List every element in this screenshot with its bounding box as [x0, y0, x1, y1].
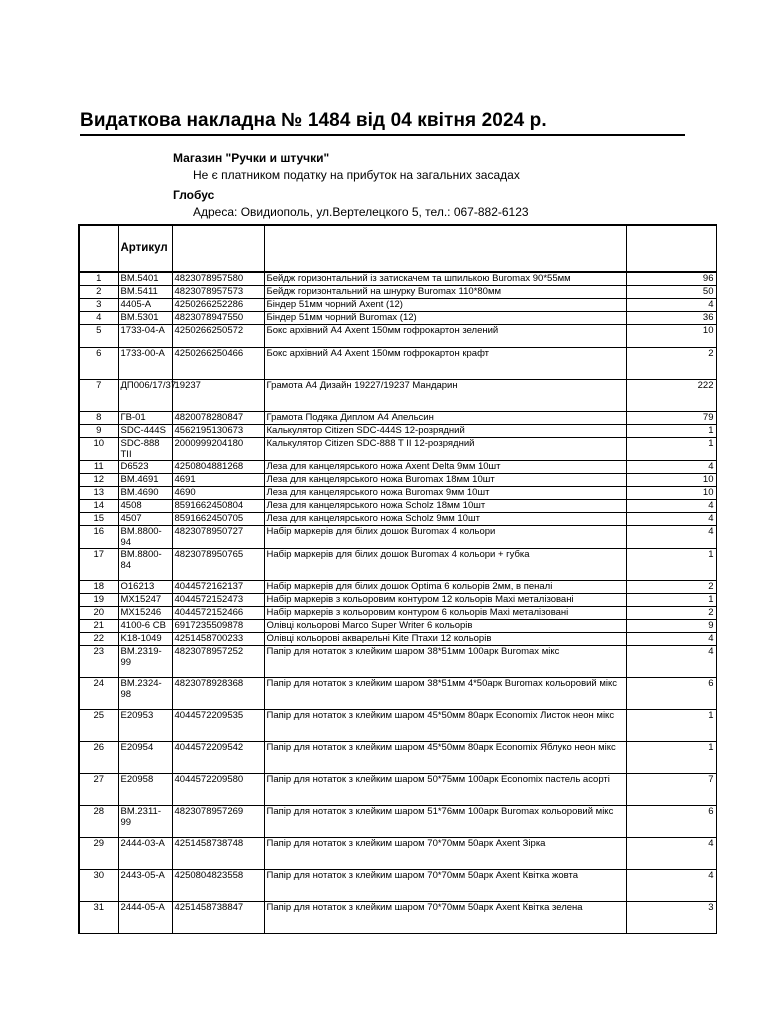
cell-barcode: 4044572152473 — [172, 594, 264, 607]
cell-product-name: Набір маркерів з кольоровим контуром 6 кольорів Maxi металізовані — [264, 607, 626, 620]
page-title: Видаткова накладна № 1484 від 04 квітня 2024 р. — [80, 110, 547, 131]
cell-product-name: Біндер 51мм чорний Axent (12) — [264, 299, 626, 312]
cell-article: MX15247 — [118, 594, 172, 607]
cell-row-number: 4 — [79, 312, 118, 325]
cell-article: 2444-05-A — [118, 902, 172, 934]
cell-quantity: 36 — [626, 312, 716, 325]
cell-product-name: Грамота А4 Дизайн 19227/19237 Мандарин — [264, 380, 626, 412]
table-row — [79, 838, 716, 870]
header-name — [264, 225, 626, 272]
table-row — [79, 678, 716, 710]
table-row — [79, 806, 716, 838]
cell-quantity: 1 — [626, 425, 716, 438]
table-row — [79, 526, 716, 549]
table-row — [79, 594, 716, 607]
cell-row-number: 8 — [79, 412, 118, 425]
buyer-name: Глобус — [173, 188, 215, 202]
cell-product-name: Леза для канцелярського ножа Buromax 9мм 10шт — [264, 487, 626, 500]
cell-quantity: 50 — [626, 286, 716, 299]
cell-article: BM.5401 — [118, 272, 172, 286]
table-row — [79, 438, 716, 461]
cell-quantity: 9 — [626, 620, 716, 633]
cell-barcode: 19237 — [172, 380, 264, 412]
cell-row-number: 1 — [79, 272, 118, 286]
table-row — [79, 620, 716, 633]
cell-barcode: 4823078957269 — [172, 806, 264, 838]
cell-barcode: 2000999204180 — [172, 438, 264, 461]
cell-quantity: 4 — [626, 633, 716, 646]
cell-article: 2444-03-A — [118, 838, 172, 870]
invoice-table — [78, 224, 717, 934]
cell-barcode: 4691 — [172, 474, 264, 487]
cell-article: 2443-05-A — [118, 870, 172, 902]
cell-article: BM.5411 — [118, 286, 172, 299]
cell-quantity: 4 — [626, 870, 716, 902]
cell-article: BM.5301 — [118, 312, 172, 325]
cell-quantity: 10 — [626, 325, 716, 348]
cell-product-name: Олівці кольорові Marco Super Writer 6 кольорів — [264, 620, 626, 633]
table-body — [79, 272, 716, 934]
cell-product-name: Папір для нотаток з клейким шаром 51*76мм 100арк Buromax кольоровий мікс — [264, 806, 626, 838]
cell-article: 4405-A — [118, 299, 172, 312]
table-row — [79, 461, 716, 474]
cell-article: O16213 — [118, 581, 172, 594]
cell-barcode: 4823078947550 — [172, 312, 264, 325]
table-row — [79, 549, 716, 581]
cell-product-name: Бокс архівний А4 Axent 150мм гофрокартон крафт — [264, 348, 626, 380]
cell-row-number: 2 — [79, 286, 118, 299]
cell-row-number: 9 — [79, 425, 118, 438]
cell-article: BM.4690 — [118, 487, 172, 500]
cell-article: MX15246 — [118, 607, 172, 620]
cell-product-name: Грамота Подяка Диплом А4 Апельсин — [264, 412, 626, 425]
cell-quantity: 6 — [626, 806, 716, 838]
table-row — [79, 513, 716, 526]
cell-product-name: Набір маркерів для білих дошок Buromax 4 кольори + губка — [264, 549, 626, 581]
cell-barcode: 4044572152466 — [172, 607, 264, 620]
cell-quantity: 1 — [626, 710, 716, 742]
cell-quantity: 1 — [626, 438, 716, 461]
table-row — [79, 646, 716, 678]
table-row — [79, 581, 716, 594]
table-row — [79, 774, 716, 806]
cell-row-number: 27 — [79, 774, 118, 806]
cell-barcode: 4823078957252 — [172, 646, 264, 678]
cell-row-number: 7 — [79, 380, 118, 412]
cell-row-number: 3 — [79, 299, 118, 312]
cell-article: 1733-04-A — [118, 325, 172, 348]
cell-barcode: 4251458700233 — [172, 633, 264, 646]
cell-product-name: Папір для нотаток з клейким шаром 38*51мм 100арк Buromax мікс — [264, 646, 626, 678]
table-row — [79, 500, 716, 513]
cell-row-number: 19 — [79, 594, 118, 607]
cell-quantity: 222 — [626, 380, 716, 412]
cell-quantity: 10 — [626, 487, 716, 500]
cell-barcode: 4820078280847 — [172, 412, 264, 425]
cell-row-number: 5 — [79, 325, 118, 348]
cell-barcode: 4823078928368 — [172, 678, 264, 710]
cell-quantity: 2 — [626, 607, 716, 620]
cell-product-name: Леза для канцелярського ножа Scholz 18мм 10шт — [264, 500, 626, 513]
cell-quantity: 1 — [626, 742, 716, 774]
cell-row-number: 17 — [79, 549, 118, 581]
cell-quantity: 10 — [626, 474, 716, 487]
cell-product-name: Набір маркерів для білих дошок Optima 6 кольорів 2мм, в пеналі — [264, 581, 626, 594]
cell-row-number: 6 — [79, 348, 118, 380]
table-row — [79, 272, 716, 286]
cell-row-number: 23 — [79, 646, 118, 678]
cell-quantity: 79 — [626, 412, 716, 425]
cell-quantity: 4 — [626, 646, 716, 678]
supplier-note: Не є платником податку на прибуток на загальних засадах — [193, 168, 520, 182]
cell-article: E20954 — [118, 742, 172, 774]
cell-product-name: Бейдж горизонтальний із затискачем та шпилькою Buromax 90*55мм — [264, 272, 626, 286]
cell-quantity: 4 — [626, 526, 716, 549]
cell-article: BM.8800-84 — [118, 549, 172, 581]
table-row — [79, 633, 716, 646]
table-header-row — [79, 225, 716, 272]
cell-barcode: 6917235509878 — [172, 620, 264, 633]
table-row — [79, 425, 716, 438]
table-row — [79, 742, 716, 774]
cell-article: BM.2319-99 — [118, 646, 172, 678]
table-row — [79, 412, 716, 425]
cell-row-number: 26 — [79, 742, 118, 774]
cell-product-name: Бокс архівний А4 Axent 150мм гофрокартон зелений — [264, 325, 626, 348]
cell-row-number: 25 — [79, 710, 118, 742]
cell-product-name: Набір маркерів з кольоровим контуром 12 кольорів Maxi металізовані — [264, 594, 626, 607]
cell-row-number: 14 — [79, 500, 118, 513]
buyer-address: Адреса: Овидиополь, ул.Вертелецкого 5, тел.: 067-882-6123 — [193, 205, 529, 219]
cell-row-number: 18 — [79, 581, 118, 594]
header-article: Артикул — [118, 225, 172, 272]
cell-quantity: 1 — [626, 594, 716, 607]
cell-barcode: 4044572209542 — [172, 742, 264, 774]
cell-article: E20953 — [118, 710, 172, 742]
cell-article: D6523 — [118, 461, 172, 474]
cell-article: BM.4691 — [118, 474, 172, 487]
cell-barcode: 4251458738847 — [172, 902, 264, 934]
cell-barcode: 4250266250466 — [172, 348, 264, 380]
title-divider — [80, 134, 685, 136]
table-row — [79, 902, 716, 934]
cell-quantity: 7 — [626, 774, 716, 806]
cell-barcode: 4823078950765 — [172, 549, 264, 581]
cell-quantity: 4 — [626, 838, 716, 870]
cell-quantity: 6 — [626, 678, 716, 710]
cell-barcode: 4690 — [172, 487, 264, 500]
cell-product-name: Папір для нотаток з клейким шаром 50*75мм 100арк Economix пастель асорті — [264, 774, 626, 806]
invoice-table-container — [78, 224, 714, 926]
cell-row-number: 12 — [79, 474, 118, 487]
table-row — [79, 325, 716, 348]
cell-product-name: Набір маркерів для білих дошок Buromax 4 кольори — [264, 526, 626, 549]
cell-barcode: 8591662450804 — [172, 500, 264, 513]
cell-article: ГВ-01 — [118, 412, 172, 425]
table-row — [79, 607, 716, 620]
cell-product-name: Папір для нотаток з клейким шаром 45*50мм 80арк Economix Яблуко неон мікс — [264, 742, 626, 774]
cell-row-number: 16 — [79, 526, 118, 549]
cell-row-number: 29 — [79, 838, 118, 870]
cell-row-number: 15 — [79, 513, 118, 526]
cell-barcode: 4250804881268 — [172, 461, 264, 474]
table-row — [79, 487, 716, 500]
cell-article: K18-1049 — [118, 633, 172, 646]
cell-product-name: Леза для канцелярського ножа Axent Delta 9мм 10шт — [264, 461, 626, 474]
cell-quantity: 4 — [626, 461, 716, 474]
table-row — [79, 474, 716, 487]
cell-quantity: 3 — [626, 902, 716, 934]
cell-barcode: 4823078950727 — [172, 526, 264, 549]
cell-barcode: 4251458738748 — [172, 838, 264, 870]
cell-product-name: Леза для канцелярського ножа Buromax 18мм 10шт — [264, 474, 626, 487]
cell-article: 4507 — [118, 513, 172, 526]
cell-product-name: Папір для нотаток з клейким шаром 38*51мм 4*50арк Buromax кольоровий мікс — [264, 678, 626, 710]
table-row — [79, 312, 716, 325]
cell-product-name: Папір для нотаток з клейким шаром 70*70мм 50арк Axent Зірка — [264, 838, 626, 870]
cell-product-name: Папір для нотаток з клейким шаром 70*70мм 50арк Axent Квітка жовта — [264, 870, 626, 902]
supplier-name: Магазин "Ручки и штучки" — [173, 151, 330, 165]
cell-article: 4100-6 CB — [118, 620, 172, 633]
cell-article: E20958 — [118, 774, 172, 806]
cell-product-name: Папір для нотаток з клейким шаром 45*50мм 80арк Economix Листок неон мікс — [264, 710, 626, 742]
cell-quantity: 4 — [626, 500, 716, 513]
cell-article: BM.2324-98 — [118, 678, 172, 710]
cell-row-number: 24 — [79, 678, 118, 710]
table-row — [79, 299, 716, 312]
cell-article: 4508 — [118, 500, 172, 513]
cell-article: ДП006/17/37 — [118, 380, 172, 412]
cell-barcode: 4250804823558 — [172, 870, 264, 902]
table-row — [79, 286, 716, 299]
table-row — [79, 710, 716, 742]
cell-article: SDC-888 TII — [118, 438, 172, 461]
cell-barcode: 4823078957573 — [172, 286, 264, 299]
cell-barcode: 4250266250572 — [172, 325, 264, 348]
cell-product-name: Олівці кольорові акварельні Kite Птахи 12 кольорів — [264, 633, 626, 646]
cell-quantity: 96 — [626, 272, 716, 286]
cell-row-number: 30 — [79, 870, 118, 902]
cell-row-number: 28 — [79, 806, 118, 838]
cell-row-number: 13 — [79, 487, 118, 500]
table-row — [79, 870, 716, 902]
cell-barcode: 4562195130673 — [172, 425, 264, 438]
cell-row-number: 10 — [79, 438, 118, 461]
cell-barcode: 8591662450705 — [172, 513, 264, 526]
cell-product-name: Бейдж горизонтальний на шнурку Buromax 110*80мм — [264, 286, 626, 299]
cell-article: BM.2311-99 — [118, 806, 172, 838]
cell-article: BM.8800-94 — [118, 526, 172, 549]
cell-quantity: 4 — [626, 513, 716, 526]
cell-product-name: Папір для нотаток з клейким шаром 70*70мм 50арк Axent Квітка зелена — [264, 902, 626, 934]
cell-quantity: 1 — [626, 549, 716, 581]
table-row — [79, 380, 716, 412]
cell-barcode: 4823078957580 — [172, 272, 264, 286]
cell-product-name: Біндер 51мм чорний Buromax (12) — [264, 312, 626, 325]
cell-quantity: 2 — [626, 348, 716, 380]
cell-product-name: Леза для канцелярського ножа Scholz 9мм 10шт — [264, 513, 626, 526]
cell-row-number: 11 — [79, 461, 118, 474]
table-row — [79, 348, 716, 380]
header-number — [79, 225, 118, 272]
cell-barcode: 4044572162137 — [172, 581, 264, 594]
cell-product-name: Калькулятор Citizen SDC-888 T II 12-розрядний — [264, 438, 626, 461]
cell-product-name: Калькулятор Citizen SDC-444S 12-розрядний — [264, 425, 626, 438]
cell-barcode: 4044572209535 — [172, 710, 264, 742]
cell-article: SDC-444S — [118, 425, 172, 438]
cell-row-number: 22 — [79, 633, 118, 646]
cell-row-number: 21 — [79, 620, 118, 633]
header-code — [172, 225, 264, 272]
cell-row-number: 31 — [79, 902, 118, 934]
cell-barcode: 4044572209580 — [172, 774, 264, 806]
cell-quantity: 4 — [626, 299, 716, 312]
cell-barcode: 4250266252286 — [172, 299, 264, 312]
cell-article: 1733-00-A — [118, 348, 172, 380]
cell-quantity: 2 — [626, 581, 716, 594]
header-quantity — [626, 225, 716, 272]
cell-row-number: 20 — [79, 607, 118, 620]
